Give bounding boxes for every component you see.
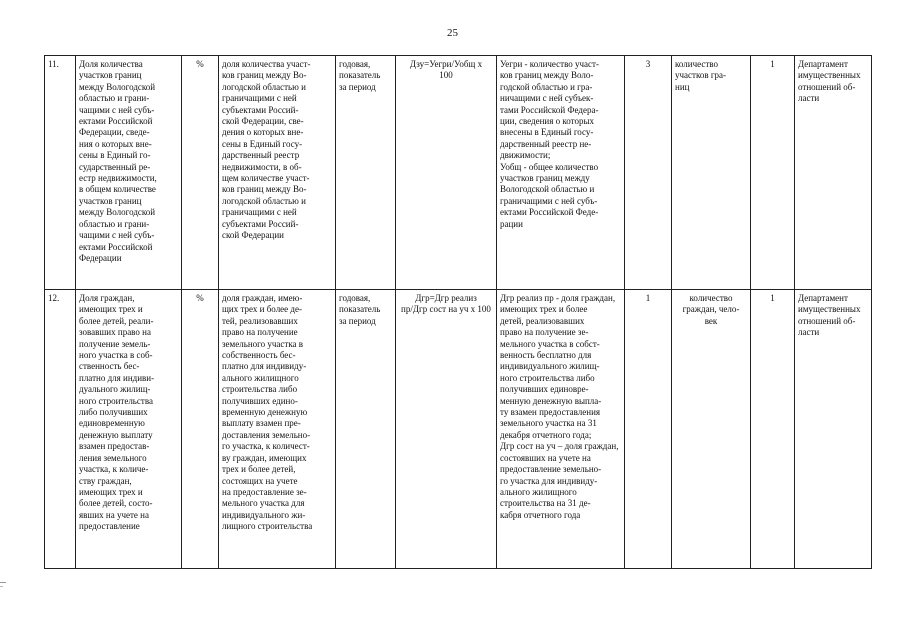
formula: Дгр=Дгр реализ пр/Дгр сост на уч х 100 bbox=[396, 290, 497, 569]
indicators-table bbox=[44, 55, 872, 569]
row-number: 12. bbox=[45, 290, 76, 569]
table-row bbox=[45, 56, 872, 290]
unit-of-measure: % bbox=[182, 56, 219, 290]
scan-edge-mark bbox=[0, 586, 3, 587]
unit-of-measure: % bbox=[182, 290, 219, 569]
table-row bbox=[45, 290, 872, 569]
observation-object: количество граждан, чело- век bbox=[672, 290, 751, 569]
indicator-definition: доля количества участ- ков границ между Во- логодской областью и граничащими с ней субъектами Россий- ской Федерации, све- дения о которых вне- сены в Единый госу- дарственный реестр недвижимости, в об- щем количестве участ- ков границ между Во- логодской областью и граничащими с ней субъектами Россий- ской Федерации bbox=[219, 56, 336, 290]
indicator-definition: доля граждан, имею- щих трех и более де- тей, реализовавших право на получение земельного участка в собственность бес- платно для индивиду- ального жилищного строительства либо получивших едино- временную денежную выплату взамен пре- доставления земельно- го участка, к количест- ву граждан, имеющих трех и более детей, состоящих на учете на предоставление зе- мельного участка для индивидуального жи- лищного строительства bbox=[219, 290, 336, 569]
collection-method: 3 bbox=[625, 56, 672, 290]
coverage: 1 bbox=[751, 290, 795, 569]
responsible-department: Департамент имущественных отношений об- ласти bbox=[795, 290, 872, 569]
observation-object: количество участков гра- ниц bbox=[672, 56, 751, 290]
page-number: 25 bbox=[447, 27, 458, 39]
row-number: 11. bbox=[45, 56, 76, 290]
formula: Дзу=Уегри/Уобщ х 100 bbox=[396, 56, 497, 290]
collection-method: 1 bbox=[625, 290, 672, 569]
indicator-name: Доля граждан, имеющих трех и более детей, реали- зовавших право на получение земель- ного участка в соб- ственность бес- платно для индиви- дуального жилищ- ного строительства либо получивших единовременную денежную выплату взамен предостав- ления земельного участка, к количе- ству граждан, имеющих трех и более детей, состо- явших на учете на предоставление bbox=[76, 290, 182, 569]
periodicity: годовая, показатель за период bbox=[336, 56, 396, 290]
indicator-name: Доля количества участков границ между Вологодской областью и грани- чащими с ней субъ- ектами Российской Федерации, сведе- ния о которых вне- сены в Единый го- сударственный ре- естр недвижимости, в общем количестве участков границ между Вологодской областью и грани- чащими с ней субъ- ектами Российской Федерации bbox=[76, 56, 182, 290]
coverage: 1 bbox=[751, 56, 795, 290]
scan-edge-mark bbox=[0, 582, 6, 583]
formula-description: Дгр реализ пр - доля граждан, имеющих трех и более детей, реализовавших право на получение зе- мельного участка в собст- венность бесплатно для индивидуального жилищ- ного строительства либо получивших единовре- менную денежную выпла- ту взамен предоставления земельного участка на 31 декабря отчетного года; Дгр сост на уч – доля граждан, состоявших на учете на предоставление земельно- го участка для индивиду- ального жилищного строительства на 31 де- кабря отчетного года bbox=[497, 290, 625, 569]
responsible-department: Департамент имущественных отношений об- ласти bbox=[795, 56, 872, 290]
periodicity: годовая, показатель за период bbox=[336, 290, 396, 569]
formula-description: Уегри - количество участ- ков границ между Воло- годской областью и гра- ничащими с ней субъек- тами Российской Федера- ции, сведения о которых внесены в Единый госу- дарственный реестр не- движимости; Уобщ - общее количество участков границ между Вологодской областью и граничащими с ней субъ- ектами Российской Феде- рации bbox=[497, 56, 625, 290]
